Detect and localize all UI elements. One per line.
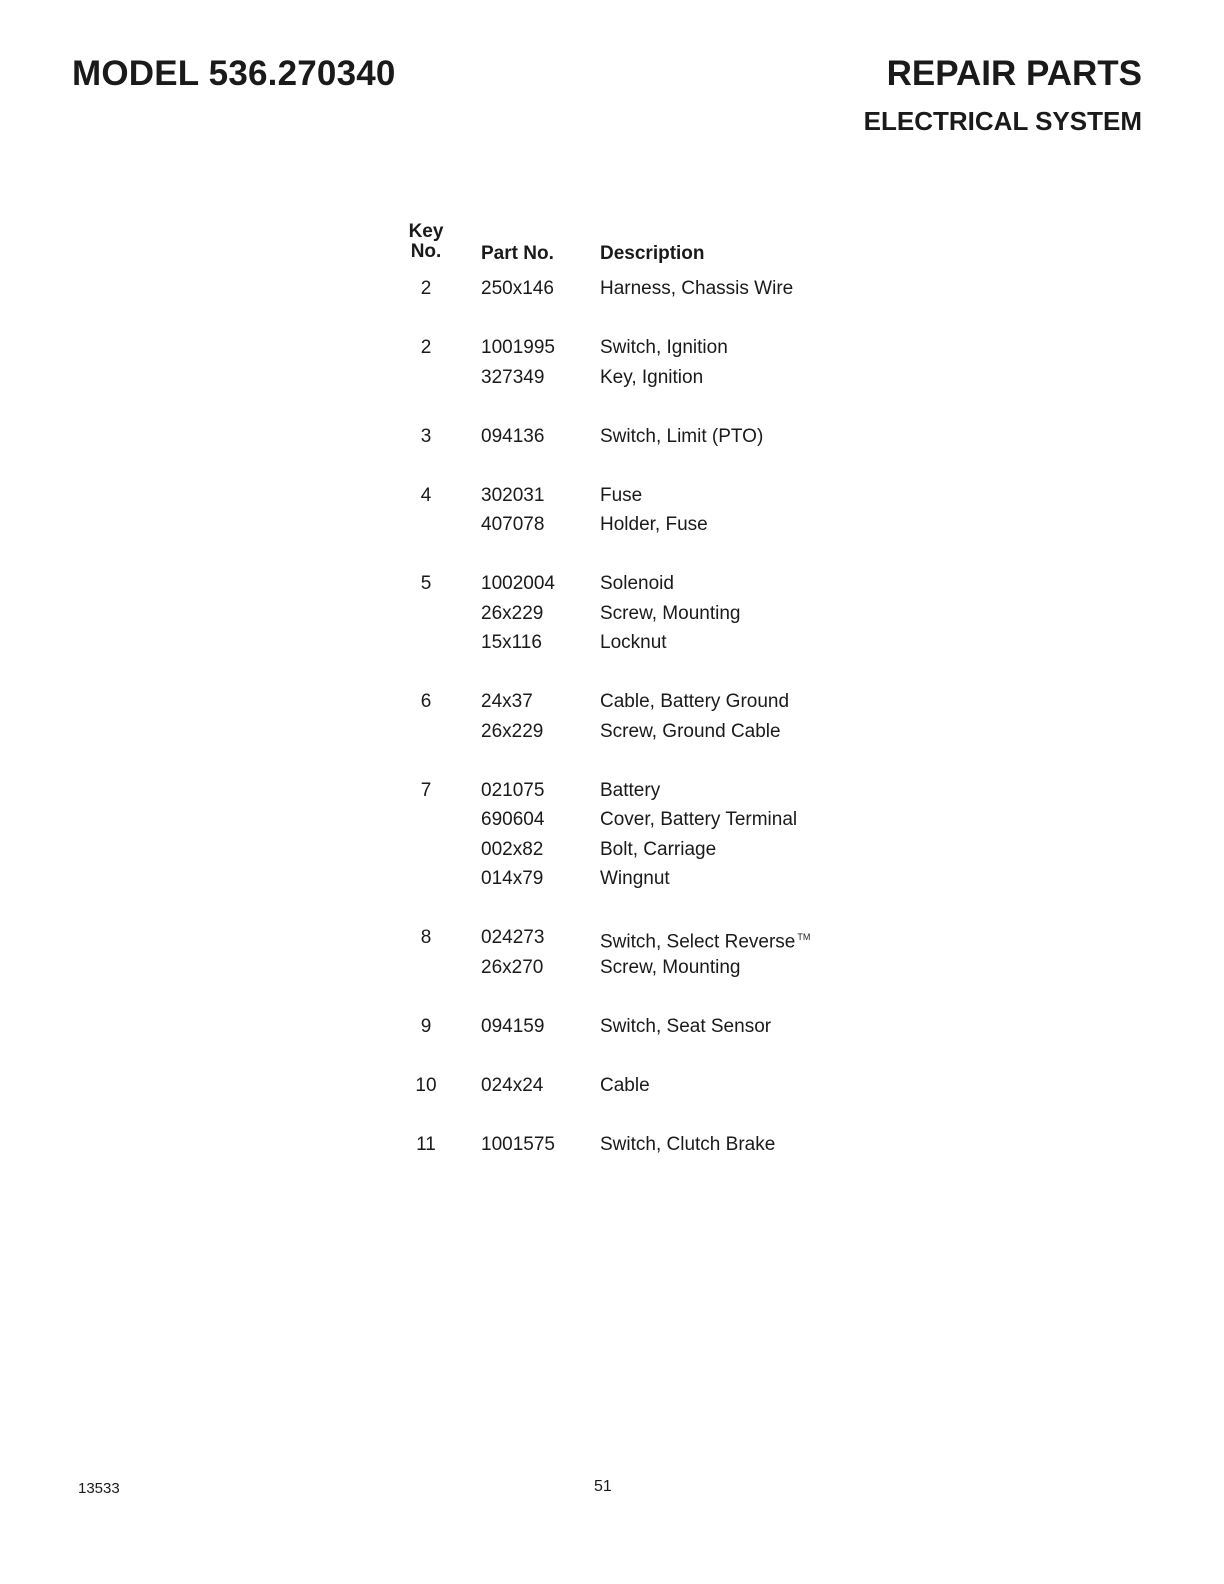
description-cell [600,1071,650,1101]
description-cell [600,687,789,717]
part-group [400,923,860,982]
description-cell [600,1012,771,1042]
description-text: Switch, Select Reverse [600,931,796,953]
key-no-cell: 2 [420,337,432,358]
key-no-cell: 5 [420,573,432,594]
page-number: 51 [594,1478,612,1495]
table-row [400,805,860,835]
part-group [400,274,860,304]
part-no-cell: 021075 [481,779,545,801]
key-no-cell: 7 [420,779,432,801]
description-cell [600,481,642,511]
part-group [400,687,860,746]
description-text: Fuse [600,484,643,506]
part-group [400,569,860,658]
description-text: Cable, Battery Ground [600,691,790,712]
description-text: Switch, Limit (PTO) [600,425,764,447]
key-header-line2: No. [410,241,442,262]
description-cell [600,717,781,747]
description-cell [600,363,703,393]
parts-list [400,274,860,1159]
part-no-cell: 26x229 [481,602,544,624]
description-cell [600,274,793,304]
table-row [400,687,860,717]
part-no-cell: 002x82 [481,838,544,860]
description-cell [600,805,797,835]
table-row [400,599,860,629]
description-cell [600,1130,775,1160]
table-row [400,923,860,953]
key-no-cell: 2 [420,278,432,299]
part-no-cell: 302031 [481,484,545,506]
description-cell [600,864,670,894]
part-group [400,1071,860,1101]
description-text: Screw, Ground Cable [600,720,781,742]
description-text: Battery [600,779,661,801]
description-text: Holder, Fuse [600,514,708,535]
key-no-cell: 8 [420,927,432,948]
part-no-cell: 407078 [481,514,545,535]
description-text: Cable [600,1074,650,1096]
model-title: MODEL 536.270340 [72,54,396,93]
part-no-cell: 094159 [481,1015,545,1037]
description-cell [600,510,708,540]
part-no-header: Part No. [481,243,554,264]
part-no-cell: 690604 [481,809,545,830]
description-text: Harness, Chassis Wire [600,278,794,299]
description-text: Locknut [600,632,667,653]
description-text: Bolt, Carriage [600,838,717,860]
description-header: Description [600,243,705,264]
table-row [400,422,860,452]
part-group [400,422,860,452]
part-no-cell: 1001575 [481,1133,555,1155]
part-no-cell: 15x116 [481,632,542,653]
table-row [400,1130,860,1160]
key-no-cell: 9 [420,1015,432,1037]
part-no-cell: 1002004 [481,573,555,594]
part-group [400,1012,860,1042]
description-cell [600,599,740,629]
part-no-cell: 26x270 [481,956,544,978]
table-header [400,222,860,274]
description-text: Solenoid [600,573,674,594]
description-cell [600,333,728,363]
key-no-cell: 3 [420,425,432,447]
part-group [400,776,860,894]
table-row [400,776,860,806]
key-header-line1: Key [408,221,444,242]
part-no-cell: 1001995 [481,337,555,358]
part-no-cell: 024273 [481,927,545,948]
description-text: Switch, Clutch Brake [600,1133,776,1155]
description-text: Screw, Mounting [600,602,741,624]
key-no-cell: 4 [420,484,432,506]
table-row [400,835,860,865]
description-cell [600,953,740,983]
description-cell [600,422,763,452]
description-cell [600,569,674,599]
table-row [400,864,860,894]
description-cell [600,776,660,806]
trademark-mark: TM [797,932,811,942]
part-no-cell: 24x37 [481,691,533,712]
table-row [400,510,860,540]
table-row [400,333,860,363]
parts-table [400,222,860,1189]
part-group [400,481,860,540]
description-text: Cover, Battery Terminal [600,809,798,830]
part-no-cell: 26x229 [481,720,544,742]
description-text: Switch, Ignition [600,337,728,358]
part-group [400,333,860,392]
key-no-cell: 11 [416,1133,436,1155]
key-no-cell: 10 [415,1074,437,1096]
description-cell [600,835,716,865]
part-no-cell: 327349 [481,366,545,388]
description-text: Key, Ignition [600,366,704,388]
key-no-header [400,222,452,262]
table-row [400,274,860,304]
description-text: Wingnut [600,868,670,889]
section-subtitle: ELECTRICAL SYSTEM [863,106,1142,136]
table-row [400,1012,860,1042]
section-title: REPAIR PARTS [886,54,1142,93]
table-row [400,953,860,983]
document-number: 13533 [78,1480,120,1497]
part-group [400,1130,860,1160]
table-row [400,569,860,599]
table-row [400,1071,860,1101]
key-no-cell: 6 [420,691,432,712]
table-row [400,481,860,511]
description-text: Switch, Seat Sensor [600,1015,772,1037]
table-row [400,363,860,393]
part-no-cell: 024x24 [481,1074,544,1096]
part-no-cell: 014x79 [481,868,544,889]
table-row [400,717,860,747]
description-cell [600,628,667,658]
part-no-cell: 250x146 [481,278,554,299]
part-no-cell: 094136 [481,425,545,447]
description-text: Screw, Mounting [600,956,741,978]
table-row [400,628,860,658]
